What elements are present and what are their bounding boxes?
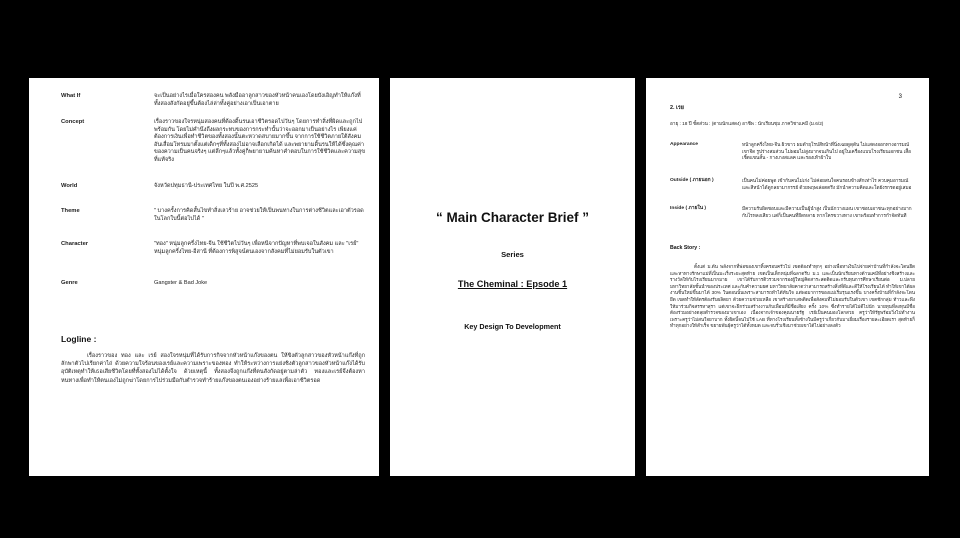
text-genre: Gangster & Bad Joke	[154, 280, 208, 286]
row-outside	[670, 178, 915, 191]
page-number: 3	[898, 94, 902, 100]
text-inside: มีความรับผิดชอบและมีความเป็นผู้นำสูง เป็นนักวางแผน เขาชอบเอาชนะทุกอย่างมากกับไรหลงเสียว แต่ก็เป็นคนที่ยึดหลาย หากใครขวางทาง เขาพร้อมทำการกำจัดทันที	[742, 206, 912, 218]
row-genre	[61, 280, 367, 288]
page-title-cover	[390, 78, 635, 476]
logline-body: เรื่องราวของ ทอง และ เรย์ สองใจรหนุ่มที่ได้รับการกิจจากหัวหน้าแก๊งของตน ให้ขิงตัวลูกสาวของหัวหน้าแก๊งที่ถูกลักพาตัวไปเรียกค่าไถ่ ด้วยความใจร้อนของเรย์และความเพราะของทอง ทำให้ระหว่างการแย่งชิงตัวลูกสาวของหัวหน้าแก๊งได้รับอุบัติเหตุทำให้เธอเสียชีวิตโดยที่ทั้งสองไม่ได้ตั้งใจ ด้วยเหตุนี้ ทั้งสองจึงถูกแก๊งที่ตนสังกัดอยู่ตามล่าตัว ทองและเรย์จึงต้องหาหนทางเพื่อทำให้ตนเองไม่ถูกฆ่าโดยการไปร่วมมือกับตำรวจทำร้ายแก๊งของตนเองอย่างร้ายแลเพื่อเอาชีวิตรอด	[61, 353, 365, 384]
row-what-if	[61, 93, 367, 108]
label-inside-sub: ( ภายใน )	[685, 206, 707, 211]
label-genre: Genre	[61, 280, 78, 286]
label-character: Character	[61, 241, 89, 247]
label-concept: Concept	[61, 119, 85, 125]
backstory-title: Back Story :	[670, 245, 701, 251]
label-outside: Outside ( ภายนอก )	[670, 178, 714, 183]
character-name: 2. เรย	[670, 105, 684, 111]
text-concept: เรื่องราวของใจรหนุ่มสองคนที่ต้องดิ้นรนเอาชีวิตรอดไปวันๆ โดยการทำสิ่งที่ผิดและถูกไปพร้อมกัน โดยไม่คำนึงถึงผลกระทบของการกระทำนั้นว่าจะออกมาเป็นอย่างไร เพียงแค่ต้องการเงินเพื่อทำชีวิตของทั้งสองนั้นตะหวาดสบายมากขึ้น จากการใช้ชีวิตภายใต้สังคมอันเสื่อมโทรมมาตั้งแต่เด็กๆที่ทั้งสองไม่อาจเลือกเกิดได้ และพยายามดิ้นรนให้ได้ซึ่งคุณค่าของความเป็นคนจริงๆ แต่ลึกๆแล้วทั้งคู่ก็พยายามค้นหาคำตอบในการใช้ชีวิตและความสุขที่แท้จริง	[154, 119, 366, 163]
text-character: "ทอง" หนุ่มลูกครึ่งไทย-จีน ใช้ชีวิตไปวันๆ เพื่อหนีจากปัญหาที่พบเจอในสังคม และ "เรย์" หนุ่มลูกครึ่งไทย-อีสานี ที่ต้องการพิสูจน์ตนเองจากสังคมที่ไม่ยอมรับในตัวเขา	[154, 241, 359, 255]
page-what-if	[29, 78, 379, 476]
row-concept	[61, 119, 367, 165]
row-appearance	[670, 142, 915, 162]
label-what-if: What If	[61, 93, 81, 99]
row-theme	[61, 208, 367, 223]
cover-key-design: Key Design To Development	[464, 322, 561, 331]
label-theme: Theme	[61, 208, 80, 214]
label-inside: Inside ( ภายใน )	[670, 206, 707, 211]
row-character	[61, 241, 367, 256]
text-world: จังหวัดปทุมธานี-ประเทศไทย ในปี พ.ศ.2525	[154, 183, 259, 189]
cover-title: “ Main Character Brief ”	[435, 210, 590, 225]
page-character-profile	[646, 78, 929, 476]
cover-episode: The Cheminal : Epsode 1	[457, 279, 568, 289]
label-world: World	[61, 183, 78, 189]
logline-title: Logline :	[61, 334, 97, 344]
label-outside-sub: ( ภายนอก )	[689, 178, 714, 183]
row-world	[61, 183, 367, 191]
backstory-body: ตั้งแต่ ม.ต้น พลังจากที่พ่อของเขาทิ้งครอบครัวไป เขตต้องทำทุกๆ อย่างเพื่อหาเงินไปจ่ายค่าบ้านที่กำลังจะโดนยึด และหาทางรักษาแม่ที่เป็นมะเร็งระยะสุดท้าย เขตเป็นเด็กหนุ่มที่ฉลาดรีบ ม.1 และเป็นนักเรียนทางด้านเคมีที่อย่างชิงสร้างและรางวัลให้กับโรงเรียนมากมาย เขาได้รับการติวรวมจากรองผู้ใหญ่คิดสาระสดติดและกรับทุนการศึกษาเรียนต่อ ม.ปลาย มหาวิทยาลัยชั้นนำของประเทศ และกับคำความยศ มหาวิทยาลัยคาดว่าสามารถสร้างสิ่งที่ดีและดีให้โรงเรียนได้ ทำให้เขาได้ผลงานชิ้นใหม่ขึ้นมาได้ 30% ในตอนนั้นเพราะสามารถทำได้ทันใจ แต่พอมาการของแม่เริ่มรุนแรงขึ้น บางครั้งบ้านที่กำลังจะโดนยึด เขตทำให้ลัตรต้องรับผลิตยา ด้วยความช่วยเหลือ เขาสร้างยาเสพติดเพื่อสังคมที่ไม่ยอมรับในตัวเขา เขตชักกลุ่ม ท้าวและพึง ให้มาร่วมกิจสรรหาสุรา แต่เขาจะฝึกร่วมสร้างงานกับเพื่อนที่มีชื่อเสียง ครั้ง 10% ซึ่งทำรายได้ไม่ดีไปนัก นายทุนที่ลงทุนมีชื่อต้องร่วมอย่างตลุยตำรวจของมาเขาเอง เนื่องจากเจ้าของคุณนายรัฐ เรย์เป็นคนมองโลกสวย ครูว่าให้รัฐพร้อมวิ่งไปทำงาน เพราะครูว่าไม่สนใจยาบาก ทั้งผิดนี้จนไปใช้ LAB ที่ทางโรงเรียนทั้งข้างในมีครูว่าเกี่ยวกับมาเยี่ยมเรื่องรายละเอียดเรา สุดท้ายก็ทำทุกอย่างให้สำเร็จ ขยายพันธุ์ครูว่าได้ทั้งหมด และจบรั่วเชิงมาช่วยเขาได้ไปอย่างลงตัว	[670, 264, 915, 329]
character-info: อายุ : 18 ปี ชั้ตส่วน : (ตามนักแสดง) อาชีพ : นักเรียนชุม ภาควิชาแคมี (ม.6/2)	[670, 121, 824, 126]
row-inside	[670, 206, 915, 219]
text-outside: เป็นคนไม่ค่อยพูด เข้ากับคนไม่เก่ง ไม่ค่อยสนใจคนรอบข้างสักเท่าไร ควบคุมอารมณ์และสีหน้าได้ดูกลยามากรรย์ ด้วยพฤษเล่อตตรึง มักนำความคิดและใดยังรกรดอยู่เสมอ	[742, 178, 912, 190]
text-theme: " บางครั้งการคิดสั้นไขทำสิ่งเลวร้าย อาจช่วยให้เป็นพนทางในการต่างชีวิตและเอาตัวรอดในโลกใบนี้ต่อไปได้ "	[154, 208, 364, 222]
label-appearance: Appearance	[670, 142, 698, 147]
text-appearance: หน้าลูกครึ่งไทย-จีน ผิวขาว ผมดำยุโรปสีหน้าที่นิ่งเฉยดูดุดัน ไม่แสดงออกทางอารมณ์เขาจีด รูปร่างสมส่วน ไม่ผอมไม่สูงมากจนเกินไป อยู่ในเครื่องแบบโรงเรียนเอกชน เสื้อเชิ้ตแขนสั้น - กางเกงสแลค และรองเท้าผ้าใบ	[742, 142, 911, 161]
text-what-if: จะเป็นอย่างไรเมื่อใครสองคน พลังมืออาลูกสาวของหัวหน้าคนเองโดยบังเอิญทำให้แก๊งที่ทั้งสองสังกัดอยู่ขึ้นต้องไล่ล่าทั้งคู่อย่างเอาเป็นเอาตาย	[154, 93, 361, 107]
cover-series: Series	[501, 250, 524, 259]
